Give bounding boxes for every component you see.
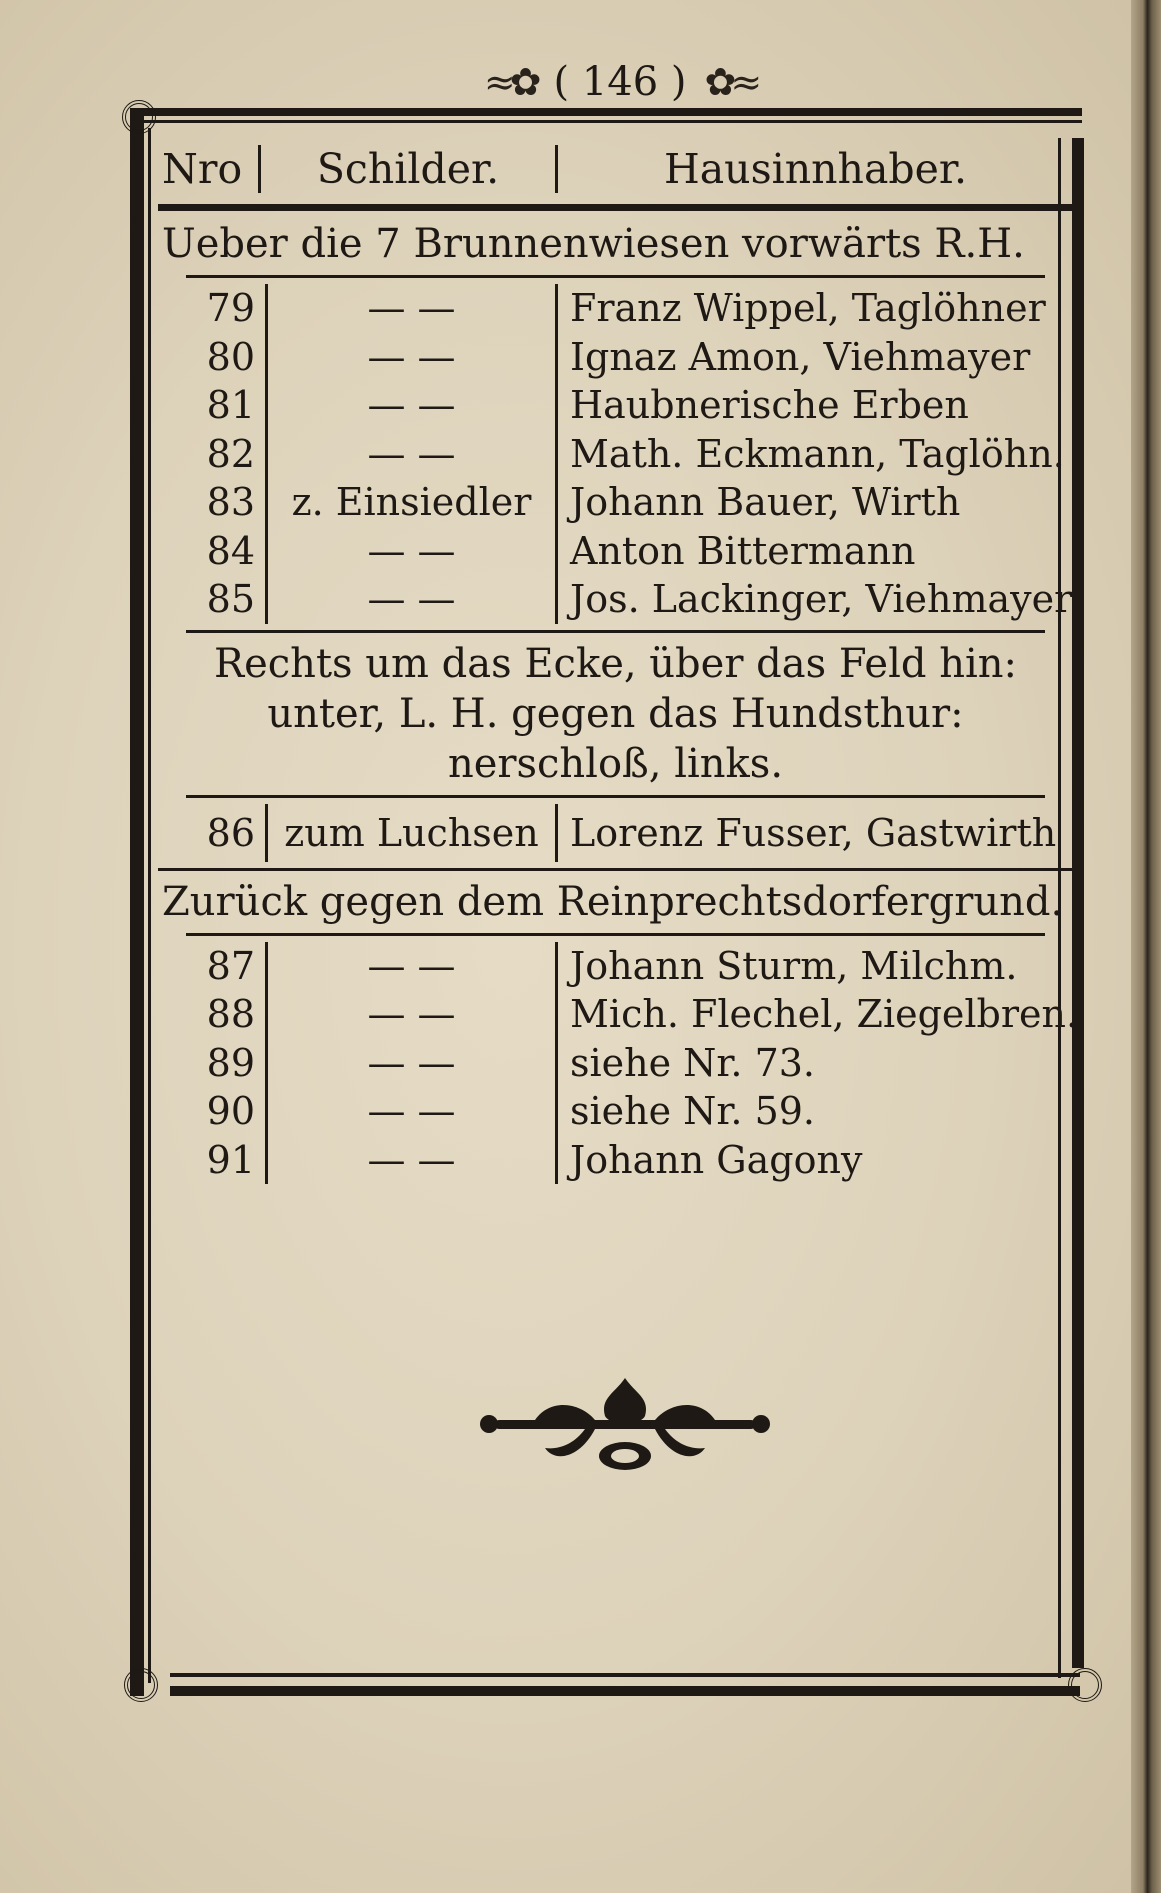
row-sign: — — [268,333,558,382]
section-heading: Rechts um das Ecke, über das Feld hin: unter, L. H. gegen das Hundsthur: nerschloß, links. [213,640,1018,787]
table-row [158,942,1073,991]
table-frame [140,108,1085,1696]
section-rule [158,868,1073,871]
header-owners: Hausinnhaber. [663,145,968,193]
fleuron-ornament-icon [475,1368,775,1478]
table-row [158,381,1073,430]
section-rule [186,933,1045,936]
frame-left-rule-thin [148,128,151,1683]
table-row [158,990,1079,1039]
row-owner: Haubnerische Erben [570,383,969,428]
row-owner: Johann Sturm, Milchm. [570,943,1018,988]
table-row [158,333,1073,382]
header-rule [158,204,1073,211]
rows-group [158,942,1079,1185]
row-number: 87 [158,942,268,991]
table-row [158,1039,1073,1088]
section-rule [186,795,1045,798]
book-gutter [1131,0,1161,1893]
rows-group [158,284,1073,624]
frame-top-rule [132,108,1082,116]
row-owner: siehe Nr. 73. [570,1040,816,1085]
row-number: 90 [158,1087,268,1136]
table-row [158,284,1073,333]
row-owner: Jos. Lackinger, Viehmayer [570,577,1073,622]
frame-right-rule [1072,138,1084,1668]
row-owner: Johann Gagony [570,1137,863,1182]
row-number: 82 [158,430,268,479]
header-signs: Schilder. [258,145,558,193]
row-number: 85 [158,575,268,624]
row-number: 81 [158,381,268,430]
row-sign: zum Luchsen [268,804,558,862]
frame-bottom-rule [170,1686,1080,1696]
page-number: ( 146 ) [553,59,687,105]
row-sign: — — [268,284,558,333]
row-number: 91 [158,1136,268,1185]
header-nr: Nro [162,145,243,193]
corner-ornament-icon [115,93,163,141]
row-sign: — — [268,1039,558,1088]
row-owner: Lorenz Fusser, Gastwirth [570,810,1057,855]
section-heading: Zurück gegen dem Reinprechtsdorfergrund. [162,878,1064,925]
row-number: 86 [158,804,268,862]
table-row [158,527,1073,576]
table-row [158,478,1073,527]
row-number: 83 [158,478,268,527]
section-rule [186,275,1045,278]
row-number: 88 [158,990,268,1039]
row-sign: — — [268,430,558,479]
running-head [420,52,820,112]
table-row [158,1087,1073,1136]
frame-bottom-rule-thin [170,1673,1080,1677]
table-row [158,1136,1073,1185]
row-owner: Johann Bauer, Wirth [570,480,961,525]
frame-left-rule [130,108,144,1696]
row-sign: z. Einsiedler [268,478,558,527]
left-ornament-icon: ≈✿ [483,60,536,104]
row-owner: Anton Bittermann [570,528,916,573]
table-row [158,430,1073,479]
row-number: 84 [158,527,268,576]
section-rule [186,630,1045,633]
section-heading: Ueber die 7 Brunnenwiesen vorwärts R.H. [162,221,1025,267]
row-number: 79 [158,284,268,333]
table-content [158,138,1079,1184]
row-owner: siehe Nr. 59. [570,1089,816,1134]
table-row [158,804,1073,862]
row-sign: — — [268,575,558,624]
row-owner: Mich. Flechel, Ziegelbren. [570,992,1079,1037]
corner-ornament-icon [1061,1661,1109,1709]
right-ornament-icon: ✿≈ [704,60,757,104]
row-sign: — — [268,1136,558,1185]
frame-top-rule-thin [132,120,1082,123]
table-row [158,575,1073,624]
row-owner: Franz Wippel, Taglöhner [570,286,1046,331]
row-number: 89 [158,1039,268,1088]
row-sign: — — [268,1087,558,1136]
row-owner: Ignaz Amon, Viehmayer [570,334,1031,379]
table-header [158,138,1073,200]
row-sign: — — [268,527,558,576]
row-sign: — — [268,942,558,991]
row-number: 80 [158,333,268,382]
row-sign: — — [268,990,558,1039]
row-owner: Math. Eckmann, Taglöhn. [570,431,1065,476]
corner-ornament-icon [117,1661,165,1709]
row-sign: — — [268,381,558,430]
